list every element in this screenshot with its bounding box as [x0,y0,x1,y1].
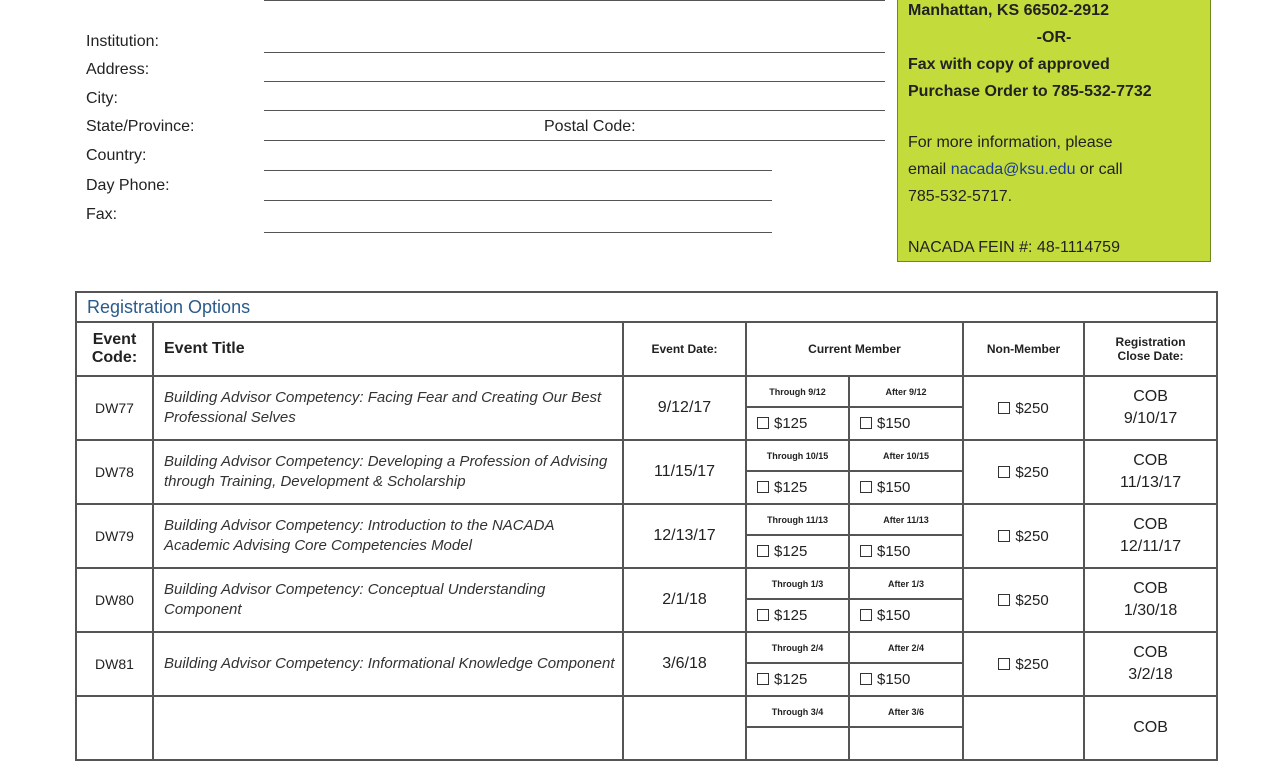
event-code: DW79 [76,504,153,568]
nonmember-checkbox[interactable] [998,402,1010,414]
member-late-checkbox[interactable] [860,481,872,493]
nonmember-checkbox[interactable] [998,594,1010,606]
postal-label: Postal Code: [544,118,636,135]
event-code: DW80 [76,568,153,632]
close-cob: COB [1133,516,1168,533]
member-early-checkbox[interactable] [757,609,769,621]
member-early-price: $125 [774,415,808,432]
nonmember-checkbox[interactable] [998,466,1010,478]
header-title: Event Title [153,322,623,376]
member-late-option[interactable] [849,535,963,568]
early-deadline: Through 3/4 [746,696,849,727]
close-cob: COB [1133,580,1168,597]
event-date: 9/12/17 [623,376,746,440]
event-date [623,696,746,760]
nonmember-checkbox[interactable] [998,658,1010,670]
member-late-option[interactable] [849,599,963,632]
member-late-price: $150 [877,479,911,496]
close-cob: COB [1133,719,1168,736]
name-line[interactable] [264,0,885,1]
nonmember-option[interactable] [963,440,1084,504]
table-row [76,568,1217,599]
address-label: Address: [86,61,150,78]
member-late-checkbox[interactable] [860,417,872,429]
early-deadline: Through 10/15 [746,440,849,471]
member-early-checkbox[interactable] [757,481,769,493]
close-date-value: 9/10/17 [1123,410,1178,427]
close-date [1084,696,1217,760]
member-early-option[interactable] [746,535,849,568]
early-deadline: Through 1/3 [746,568,849,599]
member-early-option[interactable] [746,407,849,440]
address-line: Manhattan, KS 66502-2912 [908,2,1109,19]
event-code [76,696,153,760]
nonmember-checkbox[interactable] [998,530,1010,542]
institution-label: Institution: [86,33,159,50]
member-early-checkbox[interactable] [757,673,769,685]
address-field[interactable] [264,81,885,82]
event-title: Building Advisor Competency: Developing a Profession of Advising through Training, Development & Scholarship [153,440,623,504]
event-code: DW78 [76,440,153,504]
table-row [76,696,1217,727]
member-early-option[interactable] [746,663,849,696]
member-late-price: $150 [877,415,911,432]
event-title: Building Advisor Competency: Facing Fear and Creating Our Best Professional Selves [153,376,623,440]
email-prefix: email [908,161,951,178]
nonmember-price: $250 [1015,655,1049,673]
member-early-option[interactable] [746,471,849,504]
late-deadline: After 3/6 [849,696,963,727]
nonmember-option[interactable] [963,376,1084,440]
member-early-price: $125 [774,479,808,496]
close-date [1084,568,1217,632]
member-early-option[interactable] [746,727,849,760]
close-cob: COB [1133,452,1168,469]
close-date-value: 3/2/18 [1128,666,1173,683]
member-late-checkbox[interactable] [860,609,872,621]
nonmember-option[interactable] [963,632,1084,696]
event-date: 2/1/18 [623,568,746,632]
event-code: DW77 [76,376,153,440]
fax-line-2: Purchase Order to 785-532-7732 [908,83,1152,100]
phone-label: Day Phone: [86,177,170,194]
early-deadline: Through 2/4 [746,632,849,663]
member-early-checkbox[interactable] [757,545,769,557]
more-info-1: For more information, please [908,134,1113,151]
or-text: -OR- [1036,29,1072,46]
close-date [1084,504,1217,568]
fein: NACADA FEIN #: 48-1114759 [908,239,1120,256]
member-late-checkbox[interactable] [860,545,872,557]
institution-field[interactable] [264,52,885,53]
close-date-value: 1/30/18 [1123,602,1178,619]
late-deadline: After 10/15 [849,440,963,471]
city-label: City: [86,90,118,107]
close-date [1084,440,1217,504]
table-row [76,440,1217,471]
city-field[interactable] [264,110,885,111]
table-row [76,504,1217,535]
fax-label: Fax: [86,206,118,223]
nonmember-price: $250 [1015,399,1049,417]
member-late-price: $150 [877,543,911,560]
header-member: Current Member [746,322,963,376]
member-late-price: $150 [877,671,911,688]
member-early-option[interactable] [746,599,849,632]
phone-field[interactable] [264,200,772,201]
member-late-option[interactable] [849,407,963,440]
nonmember-option[interactable] [963,568,1084,632]
nonmember-option[interactable] [963,504,1084,568]
member-late-option[interactable] [849,727,963,760]
nonmember-price: $250 [1015,463,1049,481]
event-date: 12/13/17 [623,504,746,568]
late-deadline: After 9/12 [849,376,963,407]
email-suffix: or call [1075,161,1123,178]
header-code: Event Code: [76,322,153,376]
late-deadline: After 2/4 [849,632,963,663]
close-cob: COB [1133,644,1168,661]
event-date: 3/6/18 [623,632,746,696]
email-link[interactable]: nacada@ksu.edu [950,161,1076,178]
registration-table [75,291,1218,761]
country-field[interactable] [264,170,772,171]
close-cob: COB [1133,388,1168,405]
early-deadline: Through 9/12 [746,376,849,407]
phone-number: 785-532-5717. [908,188,1013,205]
fax-field[interactable] [264,232,772,233]
nonmember-price: $250 [1015,527,1049,545]
nonmember-option[interactable] [963,696,1084,760]
member-late-option[interactable] [849,471,963,504]
close-date [1084,376,1217,440]
member-late-option[interactable] [849,663,963,696]
fax-line-1: Fax with copy of approved [908,56,1110,73]
late-deadline: After 11/13 [849,504,963,535]
close-date [1084,632,1217,696]
state-label: State/Province: [86,118,195,135]
close-date-value: 12/11/17 [1120,538,1182,555]
early-deadline: Through 11/13 [746,504,849,535]
event-title: Building Advisor Competency: Informational Knowledge Component [153,632,623,696]
header-close: Registration Close Date: [1084,322,1217,376]
event-date: 11/15/17 [623,440,746,504]
member-late-checkbox[interactable] [860,673,872,685]
member-late-price: $150 [877,607,911,624]
header-nonmember: Non-Member [963,322,1084,376]
member-early-price: $125 [774,671,808,688]
member-early-checkbox[interactable] [757,417,769,429]
country-label: Country: [86,147,147,164]
event-title [153,696,623,760]
header-date: Event Date: [623,322,746,376]
event-code: DW81 [76,632,153,696]
member-early-price: $125 [774,607,808,624]
event-title: Building Advisor Competency: Introduction to the NACADA Academic Advising Core Competencies Model [153,504,623,568]
member-early-price: $125 [774,543,808,560]
state-postal-field[interactable] [264,140,885,141]
info-box [897,0,1211,262]
nonmember-price: $250 [1015,591,1049,609]
close-date-value: 11/13/17 [1120,474,1182,491]
table-row [76,376,1217,407]
late-deadline: After 1/3 [849,568,963,599]
table-heading: Registration Options [76,292,1217,322]
event-title: Building Advisor Competency: Conceptual Understanding Component [153,568,623,632]
table-row [76,632,1217,663]
